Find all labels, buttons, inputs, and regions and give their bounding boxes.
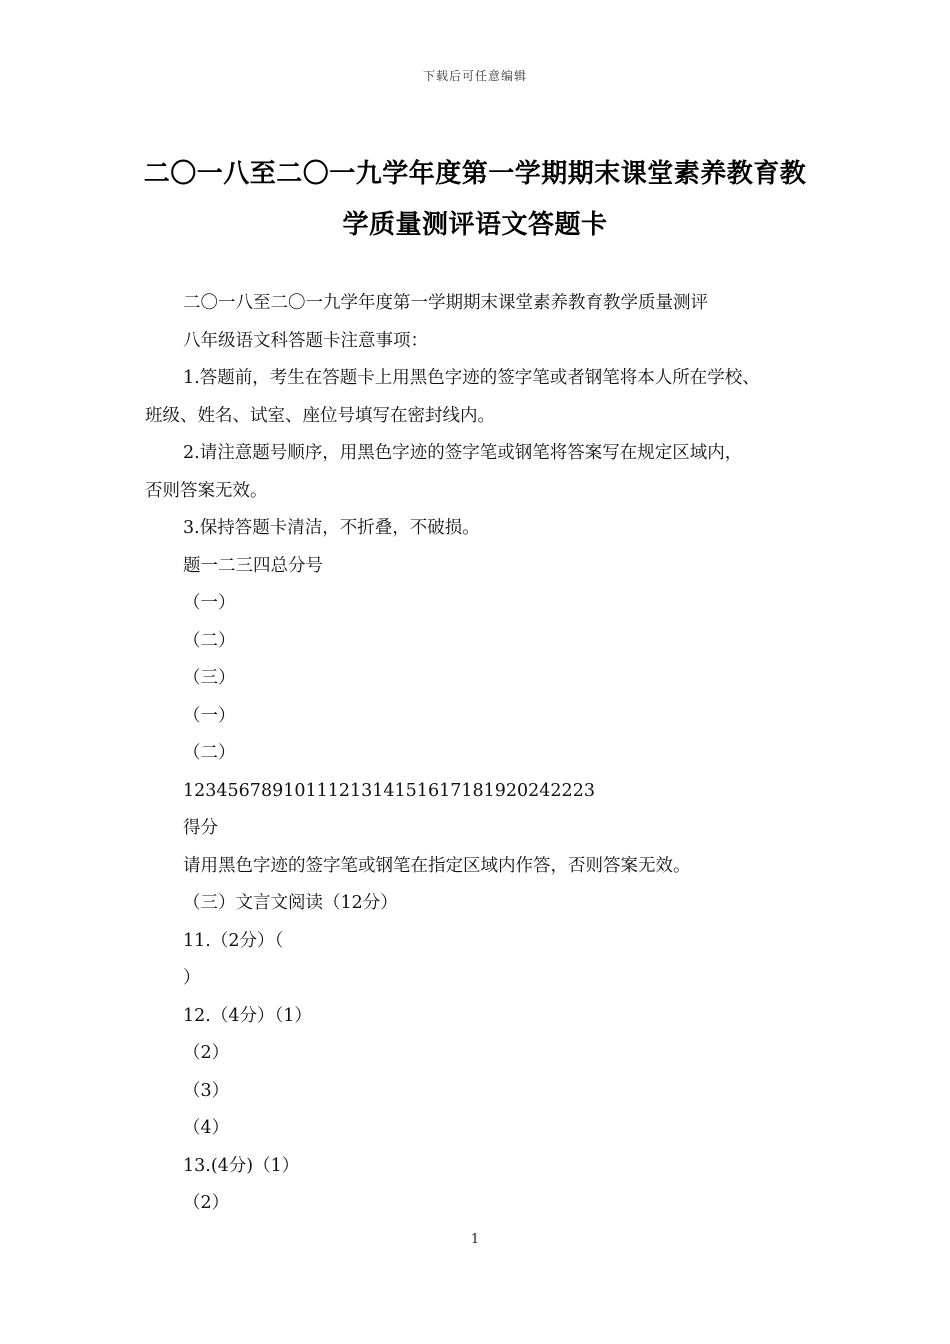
score-part-4: （一） [183, 705, 236, 726]
document-title-line-1: 二〇一八至二〇一九学年度第一学期期末课堂素养教育教 [143, 159, 807, 189]
header-note: 下载后可任意编辑 [422, 69, 527, 83]
score-part-3: （三） [183, 668, 236, 688]
question-13: 13.(4分)（1） [183, 1155, 300, 1176]
document-title-line-2: 学质量测评语文答题卡 [342, 210, 608, 240]
question-12-part-3: （3） [183, 1080, 230, 1101]
score-label: 得分 [183, 818, 218, 838]
score-part-2: （二） [183, 630, 236, 651]
page-number: 1 [470, 1232, 480, 1247]
notice-1-line-1: 1.答题前，考生在答题卡上用黑色字迹的签字笔或者钢笔将本人所在学校、 [183, 368, 760, 388]
answer-instruction: 请用黑色字迹的签字笔或钢笔在指定区域内作答，否则答案无效。 [183, 855, 691, 876]
intro-text: 二〇一八至二〇一九学年度第一学期期末课堂素养教育教学质量测评 [183, 293, 708, 313]
question-13-part-2: （2） [183, 1193, 230, 1213]
score-part-1: （一） [183, 593, 236, 613]
notice-2-line-2: 否则答案无效。 [145, 480, 268, 501]
score-table-header: 题一二三四总分号 [183, 555, 323, 576]
question-11: 11.（2分）（ [183, 930, 284, 951]
document-body [145, 285, 805, 1223]
question-12-part-4: （4） [183, 1118, 230, 1138]
question-numbers: 1234567891011121314151617181920242223 [183, 780, 595, 801]
question-11-close: ） [183, 968, 201, 988]
question-12-part-2: （2） [183, 1043, 230, 1063]
section-three-heading: （三）文言文阅读（12分） [183, 893, 398, 913]
question-12: 12.（4分）（1） [183, 1005, 312, 1026]
notice-3: 3.保持答题卡清洁，不折叠，不破损。 [183, 518, 480, 538]
score-part-5: （二） [183, 743, 236, 763]
notice-heading: 八年级语文科答题卡注意事项： [183, 330, 428, 351]
notice-1-line-2: 班级、姓名、试室、座位号填写在密封线内。 [145, 405, 495, 426]
notice-2-line-1: 2.请注意题号顺序，用黑色字迹的签字笔或钢笔将答案写在规定区域内， [183, 443, 743, 463]
